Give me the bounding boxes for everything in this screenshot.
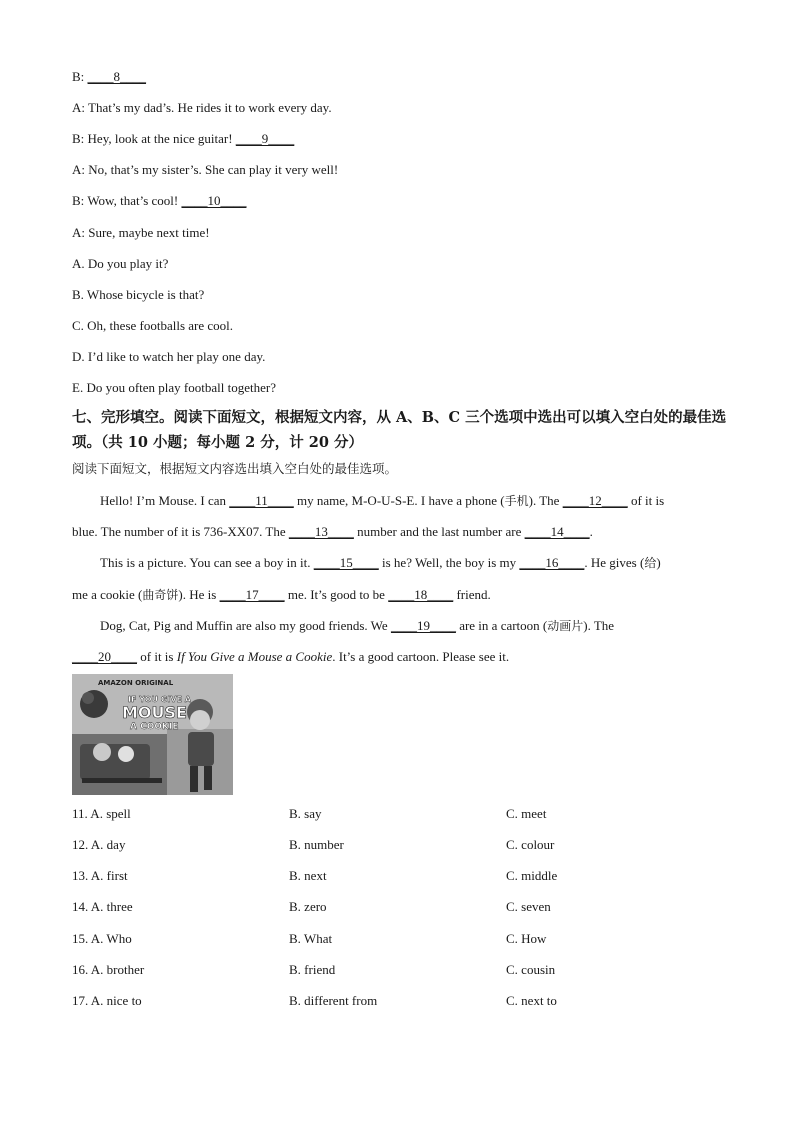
blank-8: ____8____: [87, 69, 147, 84]
speaker-label: A:: [72, 100, 85, 115]
option-b: B. zero: [289, 899, 327, 914]
passage-text: 动画片: [547, 619, 584, 633]
blank-11: ____11____: [229, 493, 294, 508]
dialogue-text: No, that’s my sister’s. She can play it very well!: [88, 162, 339, 177]
passage-text: is he? Well, the boy is my: [378, 555, 520, 570]
poster-title-line2: MOUSE: [122, 703, 187, 722]
option-c: C. colour: [506, 837, 555, 852]
dialogue-line: [72, 224, 210, 242]
passage-line: [100, 554, 661, 572]
passage-text: Dog, Cat, Pig and Muffin are also my good friends. We: [100, 618, 391, 633]
passage-text: This is a picture. You can see a boy in it.: [100, 555, 314, 570]
dialogue-option: E. Do you often play football together?: [72, 380, 276, 395]
passage-text: blue. The number of it is 736-XX07. The: [72, 524, 289, 539]
blank-20: ____20____: [72, 649, 137, 664]
option-c: C. seven: [506, 899, 551, 914]
poster-title-line3: A COOKIE: [130, 722, 179, 732]
passage-text: number and the last number are: [353, 524, 525, 539]
passage-text: 曲奇饼: [142, 588, 179, 602]
blank-10: ____10____: [181, 193, 247, 208]
passage-line: [100, 617, 614, 635]
section-instruction: 阅读下面短文，根据短文内容选出填入空白处的最佳选项。: [72, 461, 398, 476]
dialogue-option: C. Oh, these footballs are cool.: [72, 318, 234, 333]
dialogue-option: A. Do you play it?: [72, 256, 169, 271]
dialogue-text: Hey, look at the nice guitar!: [87, 131, 233, 146]
option-b: B. friend: [289, 962, 336, 977]
option-a: 17. A. nice to: [72, 993, 142, 1008]
cartoon-title: If You Give a Mouse a Cookie: [176, 649, 333, 664]
dialogue-line: [72, 68, 146, 86]
option-a: 11. A. spell: [72, 806, 131, 821]
passage-text: .: [589, 524, 593, 539]
passage-text: ). He is: [178, 587, 220, 602]
dialogue-text: Sure, maybe next time!: [88, 225, 210, 240]
option-b: B. number: [289, 837, 344, 852]
option-b: B. next: [289, 868, 327, 883]
blank-12: ____12____: [562, 493, 628, 508]
passage-text: of it is: [137, 649, 177, 664]
blank-14: ____14____: [524, 524, 590, 539]
option-a: 14. A. three: [72, 899, 133, 914]
passage-text: 手机: [504, 494, 529, 508]
option-a: 13. A. first: [72, 868, 128, 883]
section-heading: 七、完形填空。阅读下面短文，根据短文内容，从 A、B、C 三个选项中选出可以填入空白处的最佳选项。（共 10 小题；每小题 2 分，计 20 分）: [72, 409, 727, 451]
option-c: C. meet: [506, 806, 547, 821]
blank-13: ____13____: [288, 524, 354, 539]
speaker-label: A:: [72, 162, 85, 177]
option-b: B. What: [289, 931, 333, 946]
option-b: B. different from: [289, 993, 378, 1008]
passage-text: me a cookie (: [72, 587, 143, 602]
dialogue-option: B. Whose bicycle is that?: [72, 287, 205, 302]
passage-text: ). The: [528, 493, 563, 508]
blank-9: ____9____: [235, 131, 295, 146]
blank-16: ____16____: [519, 555, 585, 570]
dialogue-text: Wow, that’s cool!: [87, 193, 179, 208]
option-b: B. say: [289, 806, 322, 821]
option-c: C. cousin: [506, 962, 556, 977]
passage-text: me. It’s good to be: [284, 587, 389, 602]
cartoon-poster-image: [72, 674, 233, 795]
option-a: 16. A. brother: [72, 962, 145, 977]
dialogue-line: [72, 130, 294, 148]
dialogue-option: D. I’d like to watch her play one day.: [72, 349, 266, 364]
option-a: 12. A. day: [72, 837, 126, 852]
passage-text: Hello! I’m Mouse. I can: [100, 493, 230, 508]
passage-text: . He gives (: [584, 555, 645, 570]
poster-title-line1: IF YOU GIVE A: [128, 695, 191, 704]
dialogue-line: [72, 99, 332, 117]
speaker-label: B:: [72, 193, 85, 208]
passage-text: ). The: [583, 618, 615, 633]
option-a: 15. A. Who: [72, 931, 132, 946]
passage-text: . It’s a good cartoon. Please see it.: [332, 649, 510, 664]
passage-text: of it is: [627, 493, 665, 508]
passage-line: [72, 648, 509, 666]
passage-line: [100, 492, 664, 510]
speaker-label: B:: [72, 69, 85, 84]
speaker-label: B:: [72, 131, 85, 146]
passage-line: [72, 523, 593, 541]
passage-text: friend.: [453, 587, 491, 602]
blank-17: ____17____: [219, 587, 285, 602]
option-c: C. middle: [506, 868, 558, 883]
poster-badge: AMAZON ORIGINAL: [98, 679, 174, 687]
option-c: C. next to: [506, 993, 557, 1008]
option-c: C. How: [506, 931, 547, 946]
dialogue-line: [72, 192, 246, 210]
passage-text: are in a cartoon (: [455, 618, 548, 633]
blank-19: ____19____: [390, 618, 456, 633]
blank-15: ____15____: [313, 555, 379, 570]
dialogue-text: That’s my dad’s. He rides it to work every day.: [88, 100, 332, 115]
passage-text: my name, M-O-U-S-E. I have a phone (: [293, 493, 505, 508]
passage-line: [72, 586, 491, 604]
passage-text: 给: [644, 556, 657, 570]
speaker-label: A:: [72, 225, 85, 240]
passage-text: ): [656, 555, 661, 570]
blank-18: ____18____: [388, 587, 454, 602]
dialogue-line: [72, 161, 338, 179]
